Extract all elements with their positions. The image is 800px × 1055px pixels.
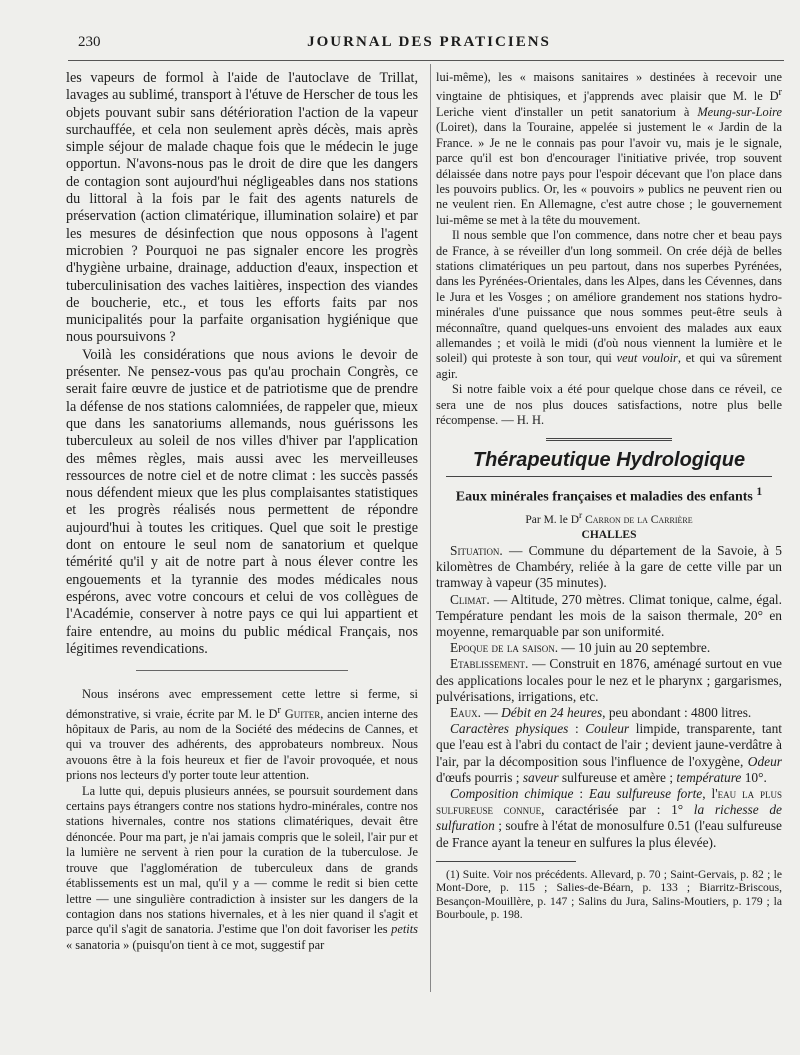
author-name: Guiter bbox=[284, 706, 321, 721]
paragraph-hygiene: les vapeurs de formol à l'aide de l'autoclave de Trillat, lavages au sublimé, transport à l'étuve de Herscher de tous les objets pouvant subir sans détérioration l'action de la vapeur surchauffée, et cela non seulement après décès, mais après simple séjour de malade chaque fois que le médecin le juge opportun. N'avons-nous pas le droit de dire que les dangers de contagion sont aujourd'hui négligeables dans nos stations du littoral à la fois par le fait des agents naturels de préservation (action climatérique, illumination solaire) et par les mesures de désinfection que nous opposons à l'agent microbien ? Pourquoi ne pas signaler encore les progrès d'hygiène urbaine, drainage, adduction d'eaux, inspection et tuberculinisation des vaches laitières, inspection des viandes de boucherie, etc., et tous les efforts faits par nos municipalités pour la parfaite organisation hygiénique que nous poursuivons ? bbox=[66, 70, 418, 346]
section-title: Thérapeutique Hydrologique bbox=[472, 449, 746, 472]
byline: Par M. le $D^r$ Carron de la Carrière bbox=[525, 510, 693, 526]
paragraph-editor-note: Nous insérons avec empressement cette lettre si ferme, si démonstrative, si vraie, écrite par M. le $D^r$ Guiter, ancien interne des hôpitaux de Paris, au nom de la Société des médecins de Cannes, et qui va trouver des adhérents, des approbateurs nombreux. Nous avouons être à la fois heureux et fier de l'avoir provoquée, et nous prions nos lecteurs d'y porter toute leur attention. bbox=[66, 687, 418, 783]
footnote-rule bbox=[436, 861, 576, 862]
paragraph-lutte: La lutte qui, depuis plusieurs années, se poursuit sourdement dans certains pays étrangers contre nos stations hydro-minérales, contre nos stations hivernales, contre nos stations climatériques, devait être dénoncée. Pour ma part, je n'ai jamais compris que le soleil, l'air pur et la lumière ne servent à rien pour la curation de la tuberculose. Je trouve que l'agglomération de tuberculeux dans de grands établissements est un mal, qu'il y a — comme le redit si bien cette lettre — une singulière contradiction à insister sur les dangers de la contagion dans nos stations hivernales, et à les nier quand il s'agit et parce qu'il s'agit de sanatoria. J'estime que l'on doit favoriser les petits « sanatoria » (puisqu'on tient à ce mot, suggestif par bbox=[66, 783, 418, 952]
entry-situation: Situation. — Commune du département de la Savoie, à 5 kilomètres de Chambéry, reliée à la gare de cette ville par un tramway à vapeur (35 minutes). bbox=[436, 542, 782, 591]
paragraph-considerations: Voilà les considérations que nous avions le devoir de présenter. Ne pensez-vous pas qu'au prochain Congrès, ce serait faire œuvre de justice et de patriotisme que de prendre la défense de nos stations calomniées, de rappeler que, mieux que dans les sanatoriums allemands, nous guérissons les tuberculeux au soleil de nos villes d'hiver par l'application des mêmes règles, mais aussi avec les merveilleuses ressources de notre ciel et de notre climat : les succès passés nous défendent mieux que les plus complaisantes statistiques et les progrès réalisés nous permettent de répondre aujourd'hui à toutes les critiques. Quel que soit le prestige dont on entoure le seul nom de sanatorium et quelque témérité qu'il y ait de notre part à nous élever contre les engouements et la tyrannie des modes médicales nous espérons, avec votre concours et celui de vos collègues de l'Académie, conserver à notre pays ce qui lui appartient et faire entendre, au moins du public médical Français, nos légitimes revendications. bbox=[66, 346, 418, 657]
journal-title: JOURNAL DES PRATICIENS bbox=[307, 34, 551, 50]
header-rule bbox=[68, 60, 784, 61]
paragraph-conclusion: Si notre faible voix a été pour quelque chose dans ce réveil, ce sera une de nos plus douces satisfactions, notre plus belle récompense. — H. H. bbox=[436, 382, 782, 428]
page-number: 230 bbox=[78, 34, 101, 50]
paragraph-maisons-sanitaires: lui-même), les « maisons sanitaires » destinées à recevoir une vingtaine de phtisiques, et j'apprends avec plaisir que M. le $D^r$ Leriche vient d'installer un petit sanatorium à Meung-sur-Loire (Loiret), dans la Touraine, appelée si justement le « Jardin de la France. » Je ne le connais pas pour l'avoir vu, mais je le signale, parce qu'il est bon d'encourager l'initiative privée, trop souvent délaissée dans notre pays pour l'espoir décevant que l'on place dans les pouvoirs publics. Or, les « pouvoirs » publics ne peuvent rien ou ne veulent rien. En Allemagne, c'est autre chose ; le gouvernement lui-même se met à la tête du mouvement. bbox=[436, 70, 782, 227]
separator-rule bbox=[136, 670, 348, 671]
entry-climat: Climat. — Altitude, 270 mètres. Climat tonique, calme, égal. Température pendant les mois de la saison thermale, 20° en moyenne, remarquable par son uniformité. bbox=[436, 591, 782, 639]
article-title: Eaux minérales françaises et maladies des enfants $^1$ bbox=[455, 485, 763, 506]
left-column bbox=[66, 70, 418, 953]
entry-composition: Composition chimique : Eau sulfureuse forte, l'eau la plus sulfureuse connue, caractérisée par : 1° la richesse de sulfuration ; soufre à l'état de monosulfure 0.51 (l'eau sulfureuse de France ayant la teneur en sulfures la plus élevée). bbox=[436, 786, 783, 850]
entry-eaux: Eaux. — Débit en 24 heures, peu abondant : 4800 litres. bbox=[450, 704, 752, 720]
entry-etablissement: Etablissement. — Construit en 1876, aménagé surtout en vue des applications locales pour le nez et le pharynx ; gargarismes, pulvérisations, irrigations, etc. bbox=[436, 656, 782, 704]
section-separator bbox=[546, 438, 672, 441]
footnote: (1) Suite. Voir nos précédents. Allevard, p. 70 ; Saint-Gervais, p. 82 ; le Mont-Dore, p. 115 ; Salies-de-Béarn, p. 133 ; Biarritz-Briscous, Besançon-Mouillère, p. 147 ; Salins du Jura, Salins-Moutiers, p. 179 ; la Bourboule, p. 198. bbox=[436, 867, 782, 922]
section-rule bbox=[446, 476, 772, 477]
entry-epoque: Epoque de la saison. — 10 juin au 20 septembre. bbox=[450, 640, 711, 656]
page-header bbox=[78, 34, 780, 56]
right-column bbox=[436, 70, 782, 921]
place-heading: CHALLES bbox=[581, 528, 637, 541]
entry-caracteres: Caractères physiques : Couleur limpide, transparente, tant que l'eau est à l'abri du contact de l'air ; devient jaune-verdâtre à l'air, par la décomposition sous l'influence de l'oxygène, Odeur d'œufs pourris ; saveur sulfureuse et amère ; température 10°. bbox=[436, 721, 782, 785]
column-divider bbox=[430, 64, 431, 992]
paragraph-reveil: Il nous semble que l'on commence, dans notre cher et beau pays de France, à se réveiller d'un long sommeil. On crée déjà de belles stations climatériques un peu partout, dans nos superbes Pyrénées, dans les Pyrénées-Orientales, dans les Alpes, dans les Cévennes, dans le Jura et les Vosges ; on améliore grandement nos stations hydro-minérales d'une puissance que nous sommes peut-être seuls à méconnaître, quand quelques-uns envoient des malades aux eaux allemandes ; et voilà le midi (d'où nous viennent la lumière et le soleil) qui proteste à son tour, qui veut vouloir, et qui va sûrement agir. bbox=[436, 228, 782, 381]
